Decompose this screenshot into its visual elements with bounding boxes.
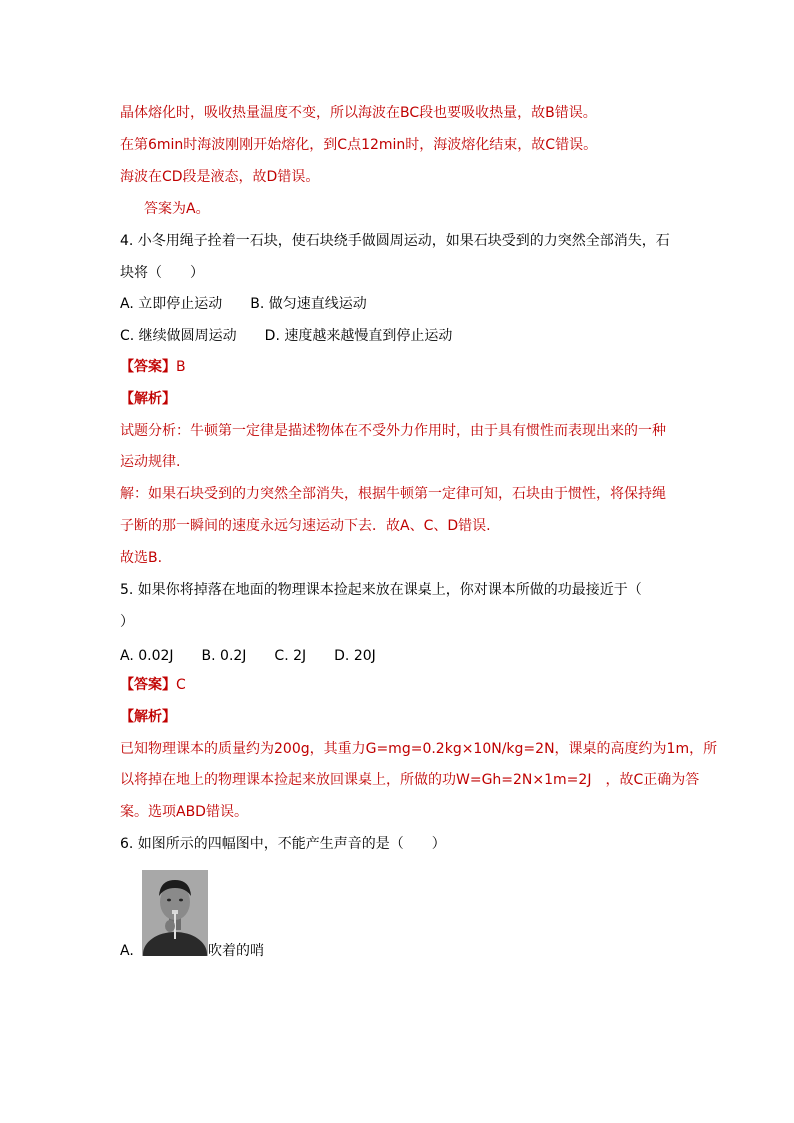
q3-conclusion: 答案为A。	[144, 201, 210, 217]
q3-line-1: 晶体熔化时，吸收热量温度不变，所以海波在BC段也要吸收热量，故B错误。	[120, 105, 597, 121]
q6-option-a-label: A.	[120, 943, 134, 959]
q4-analysis-line-5: 故选B.	[120, 550, 163, 566]
q3-line-2: 在第6min时海波刚刚开始熔化，到C点12min时，海波熔化结束，故C错误。	[120, 137, 598, 153]
q6-option-a-text: 吹着的哨	[208, 943, 264, 959]
q5-analysis-line-2: 以将掉在地上的物理课本捡起来放回课桌上，所做的功W=Gh=2N×1m=2J ，故C正确为答	[120, 772, 700, 788]
q4-analysis-line-2: 运动规律.	[120, 454, 181, 470]
q4-stem-line-2: 块将（ ）	[120, 265, 204, 281]
q5-analysis-label: 【解析】	[120, 709, 176, 725]
q4-stem-line-1: 4. 小冬用绳子拴着一石块，使石块绕手做圆周运动，如果石块受到的力突然全部消失，石	[120, 233, 670, 249]
q4-answer-value: B	[176, 359, 186, 375]
q4-analysis-line-3: 解：如果石块受到的力突然全部消失，根据牛顿第一定律可知，石块由于惯性，将保持绳	[120, 486, 666, 502]
q4-options-line-1: A. 立即停止运动 B. 做匀速直线运动	[120, 296, 367, 312]
q5-answer-label: 【答案】	[120, 677, 176, 693]
q6-stem: 6. 如图所示的四幅图中，不能产生声音的是（ ）	[120, 836, 446, 852]
q5-options: A. 0.02J B. 0.2J C. 2J D. 20J	[120, 648, 376, 664]
q5-stem-line-1: 5. 如果你将掉落在地面的物理课本捡起来放在课桌上，你对课本所做的功最接近于（	[120, 582, 642, 598]
q4-answer	[120, 357, 186, 377]
q4-answer-label: 【答案】	[120, 359, 176, 375]
q5-analysis-line-1: 已知物理课本的质量约为200g，其重力G=mg=0.2kg×10N/kg=2N，课桌的高度约为1m，所	[120, 741, 718, 757]
q5-answer-value: C	[176, 677, 186, 693]
q3-line-3: 海波在CD段是液态，故D错误。	[120, 169, 320, 185]
q4-options-line-2: C. 继续做圆周运动 D. 速度越来越慢直到停止运动	[120, 328, 453, 344]
q4-analysis-line-1: 试题分析：牛顿第一定律是描述物体在不受外力作用时，由于具有惯性而表现出来的一种	[120, 423, 666, 439]
q4-analysis-line-4: 子断的那一瞬间的速度永远匀速运动下去．故A、C、D错误.	[120, 518, 491, 534]
q5-stem-line-2: ）	[120, 614, 134, 630]
q4-analysis-label: 【解析】	[120, 391, 176, 407]
q5-analysis-line-3: 案。选项ABD错误。	[120, 804, 248, 820]
q5-answer	[120, 675, 186, 695]
boy-whistle-photo	[142, 870, 208, 956]
